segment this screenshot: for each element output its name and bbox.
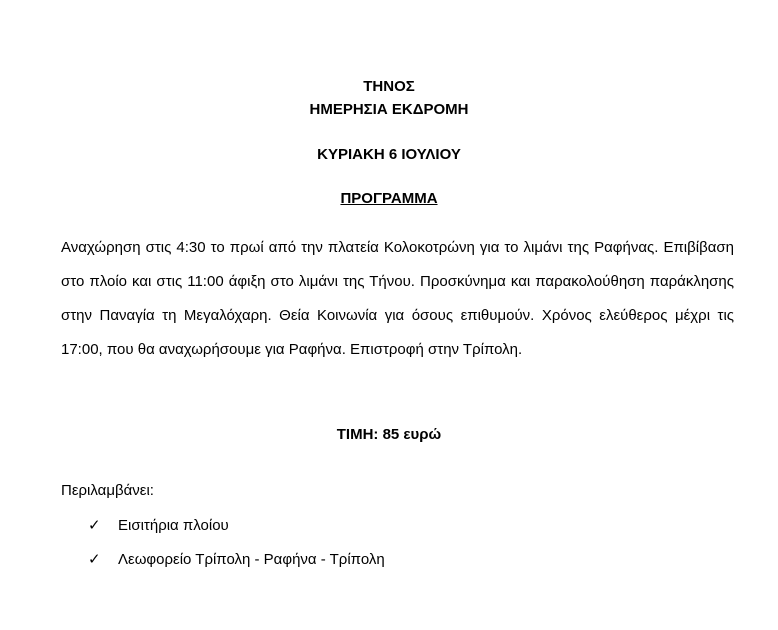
checkmark-icon: ✓	[88, 517, 101, 534]
includes-heading: Περιλαμβάνει:	[61, 482, 154, 499]
title-trip-type: ΗΜΕΡΗΣΙΑ ΕΚΔΡΟΜΗ	[309, 101, 469, 118]
list-item-label: Λεωφορείο Τρίπολη - Ραφήνα - Τρίπολη	[118, 550, 385, 568]
list-item	[88, 542, 385, 576]
program-paragraph: Αναχώρηση στις 4:30 το πρωί από την πλατεία Κολοκοτρώνη για το λιμάνι της Ραφήνας. Επιβίβαση στο πλοίο και στις 11:00 άφιξη στο λιμάνι της Τήνου. Προσκύνημα και παρακολούθηση παράκλησης στην Παναγία τη Μεγαλόχαρη. Θεία Κοινωνία για όσους επιθυμούν. Χρόνος ελεύθερος μέχρι τις 17:00, που θα αναχωρήσουμε για Ραφήνα. Επιστροφή στην Τρίπολη.	[61, 239, 734, 358]
checkmark-icon: ✓	[88, 551, 101, 568]
program-heading: ΠΡΟΓΡΑΜΜΑ	[340, 190, 438, 207]
includes-list	[88, 508, 385, 576]
trip-date: ΚΥΡΙΑΚΗ 6 ΙΟΥΛΙΟΥ	[317, 146, 461, 163]
list-item	[88, 508, 385, 542]
price-line: ΤΙΜΗ: 85 ευρώ	[336, 426, 442, 443]
list-item-label: Εισιτήρια πλοίου	[118, 516, 229, 534]
title-destination: ΤΗΝΟΣ	[363, 78, 415, 95]
